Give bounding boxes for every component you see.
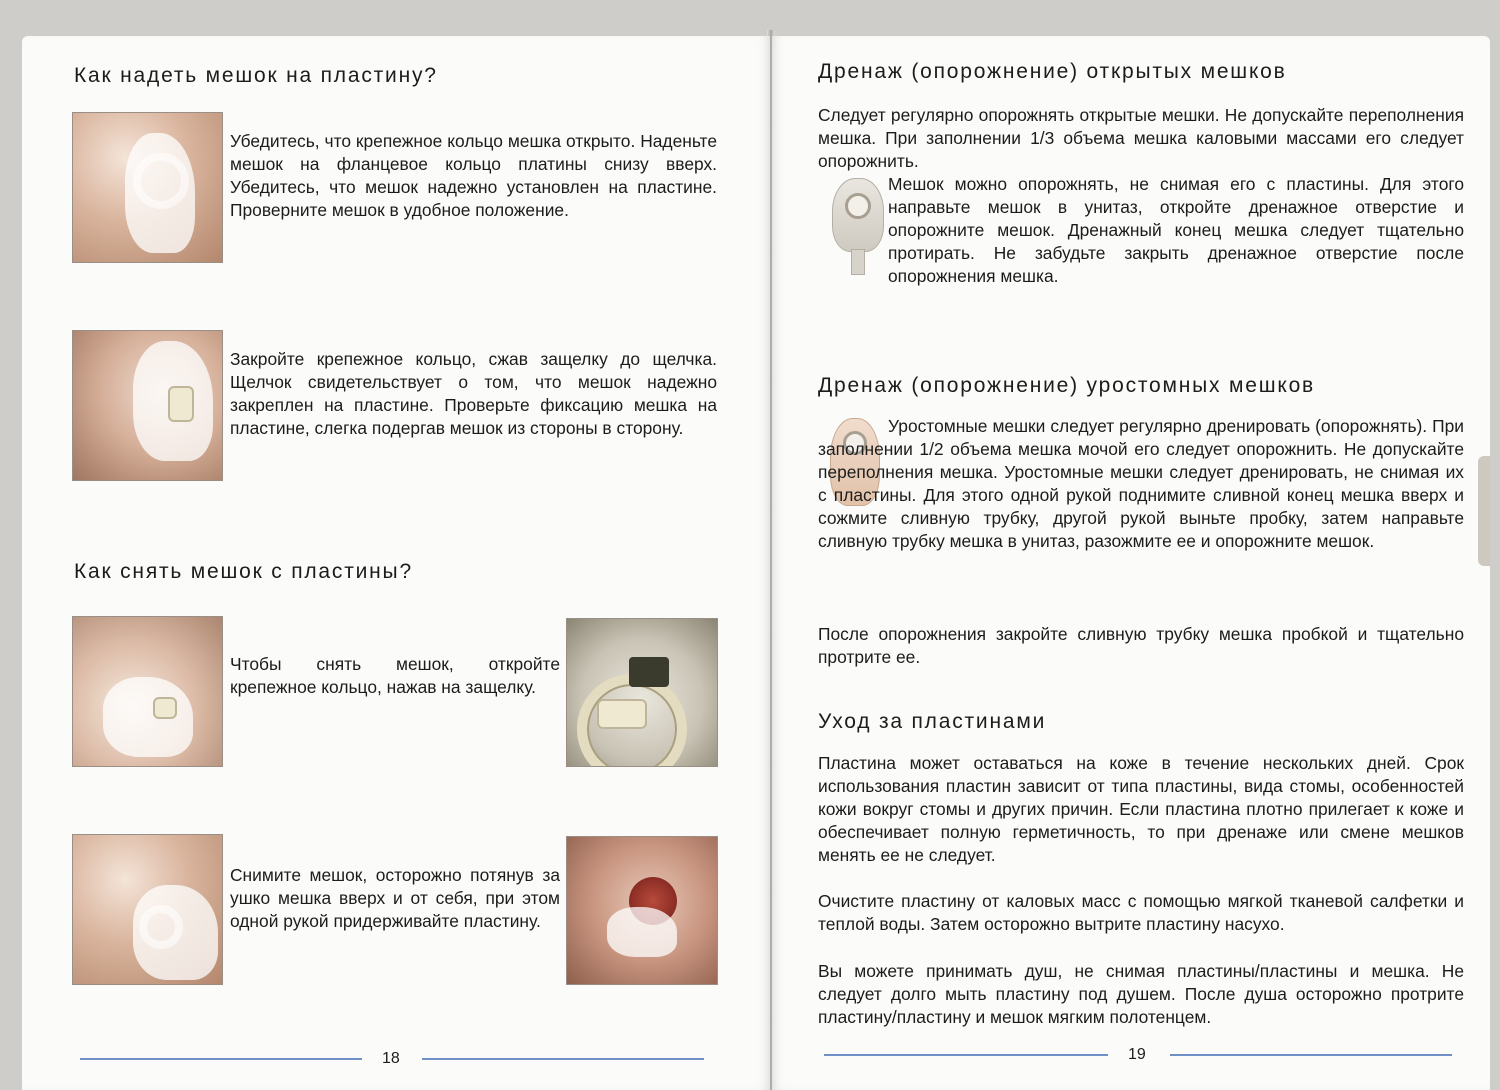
page-number-left: 18 [382, 1050, 400, 1067]
left-page [22, 36, 770, 1090]
open-bags-detail: Мешок можно опорожнять, не снимая его с пластины. Для этого направьте мешок в унитаз, откройте дренажное отверстие и опорожните мешок. Дренажный конец мешка следует тщательно протирать. Не забудьте закрыть дренажное отверстие после опорожнения мешка. [888, 174, 1464, 286]
footer-rule-left-a [80, 1058, 362, 1060]
footer-rule-left-b [422, 1058, 704, 1060]
step4-text: Снимите мешок, осторожно потянув за ушко мешка вверх и от себя, при этом одной рукой придерживайте пластину. [230, 865, 560, 931]
photo-open-ring [72, 616, 223, 767]
page-number-right: 19 [1128, 1046, 1146, 1063]
heading-open-bags: Дренаж (опорожнение) открытых мешков [818, 60, 1287, 83]
footer-rule-right-b [1170, 1054, 1452, 1056]
step3-text: Чтобы снять мешок, откройте крепежное кольцо, нажав на защелку. [230, 654, 560, 697]
plates-paragraph-1: Пластина может оставаться на коже в течение нескольких дней. Срок использования пластин зависит от типа пластины, вида стомы, особенностей кожи вокруг стомы и других причин. Если пластина плотно прилегает к коже и обеспечивает полную герметичность, то при дренаже или смене мешков менять ее не следует. [818, 753, 1464, 865]
uro-bags-text: Уростомные мешки следует регулярно дренировать (опорожнять). При заполнении 1/2 объема мешка мочой его следует опорожнить. Не допускайте переполнения мешка. Уростомные мешки следует дренировать, не снимая их с пластины. Для этого одной рукой поднимите сливной конец мешка вверх и сожмите сливную трубку, другой рукой выньте пробку, затем направьте сливную трубку мешка в унитаз, разожмите ее и опорожните мешок. [818, 416, 1464, 551]
open-bags-intro: Следует регулярно опорожнять открытые мешки. Не допускайте переполнения мешка. При заполнении 1/3 объема мешка каловыми массами его следует опорожнить. [818, 105, 1464, 171]
uro-bags-after: После опорожнения закройте сливную трубку мешка пробкой и тщательно протрите ее. [818, 624, 1464, 667]
plates-paragraph-3: Вы можете принимать душ, не снимая пластины/пластины и мешка. Не следует долго мыть пластину под душем. После душа осторожно протрите пластину/пластину и мешок мягким полотенцем. [818, 961, 1464, 1027]
step2-text: Закройте крепежное кольцо, сжав защелку до щелчка. Щелчок свидетельствует о том, что мешок надежно закреплен на пластине. Проверьте фиксацию мешка на пластине, слегка подергав мешок из стороны в сторону. [230, 349, 717, 438]
heading-plates-care: Уход за пластинами [818, 710, 1047, 733]
plates-paragraph-2: Очистите пластину от каловых масс с помощью мягкой тканевой салфетки и теплой воды. Затем осторожно вытрите пластину насухо. [818, 891, 1464, 934]
heading-remove-bag: Как снять мешок с пластины? [74, 560, 413, 583]
open-bag-icon [832, 178, 884, 252]
photo-stoma [566, 836, 718, 985]
step1-text: Убедитесь, что крепежное кольцо мешка открыто. Наденьте мешок на фланцевое кольцо платины снизу вверх. Убедитесь, что мешок надежно установлен на пластине. Проверните мешок в удобное положение. [230, 131, 717, 220]
photo-flange-closeup [566, 618, 718, 767]
photo-close-ring [72, 330, 223, 481]
heading-attach-bag: Как надеть мешок на пластину? [74, 64, 438, 87]
right-page [772, 36, 1490, 1090]
page-edge-mark [1478, 456, 1490, 566]
footer-rule-right-a [824, 1054, 1108, 1056]
photo-lift-bag [72, 834, 223, 985]
photo-attach-bag [72, 112, 223, 263]
heading-uro-bags: Дренаж (опорожнение) уростомных мешков [818, 374, 1316, 397]
